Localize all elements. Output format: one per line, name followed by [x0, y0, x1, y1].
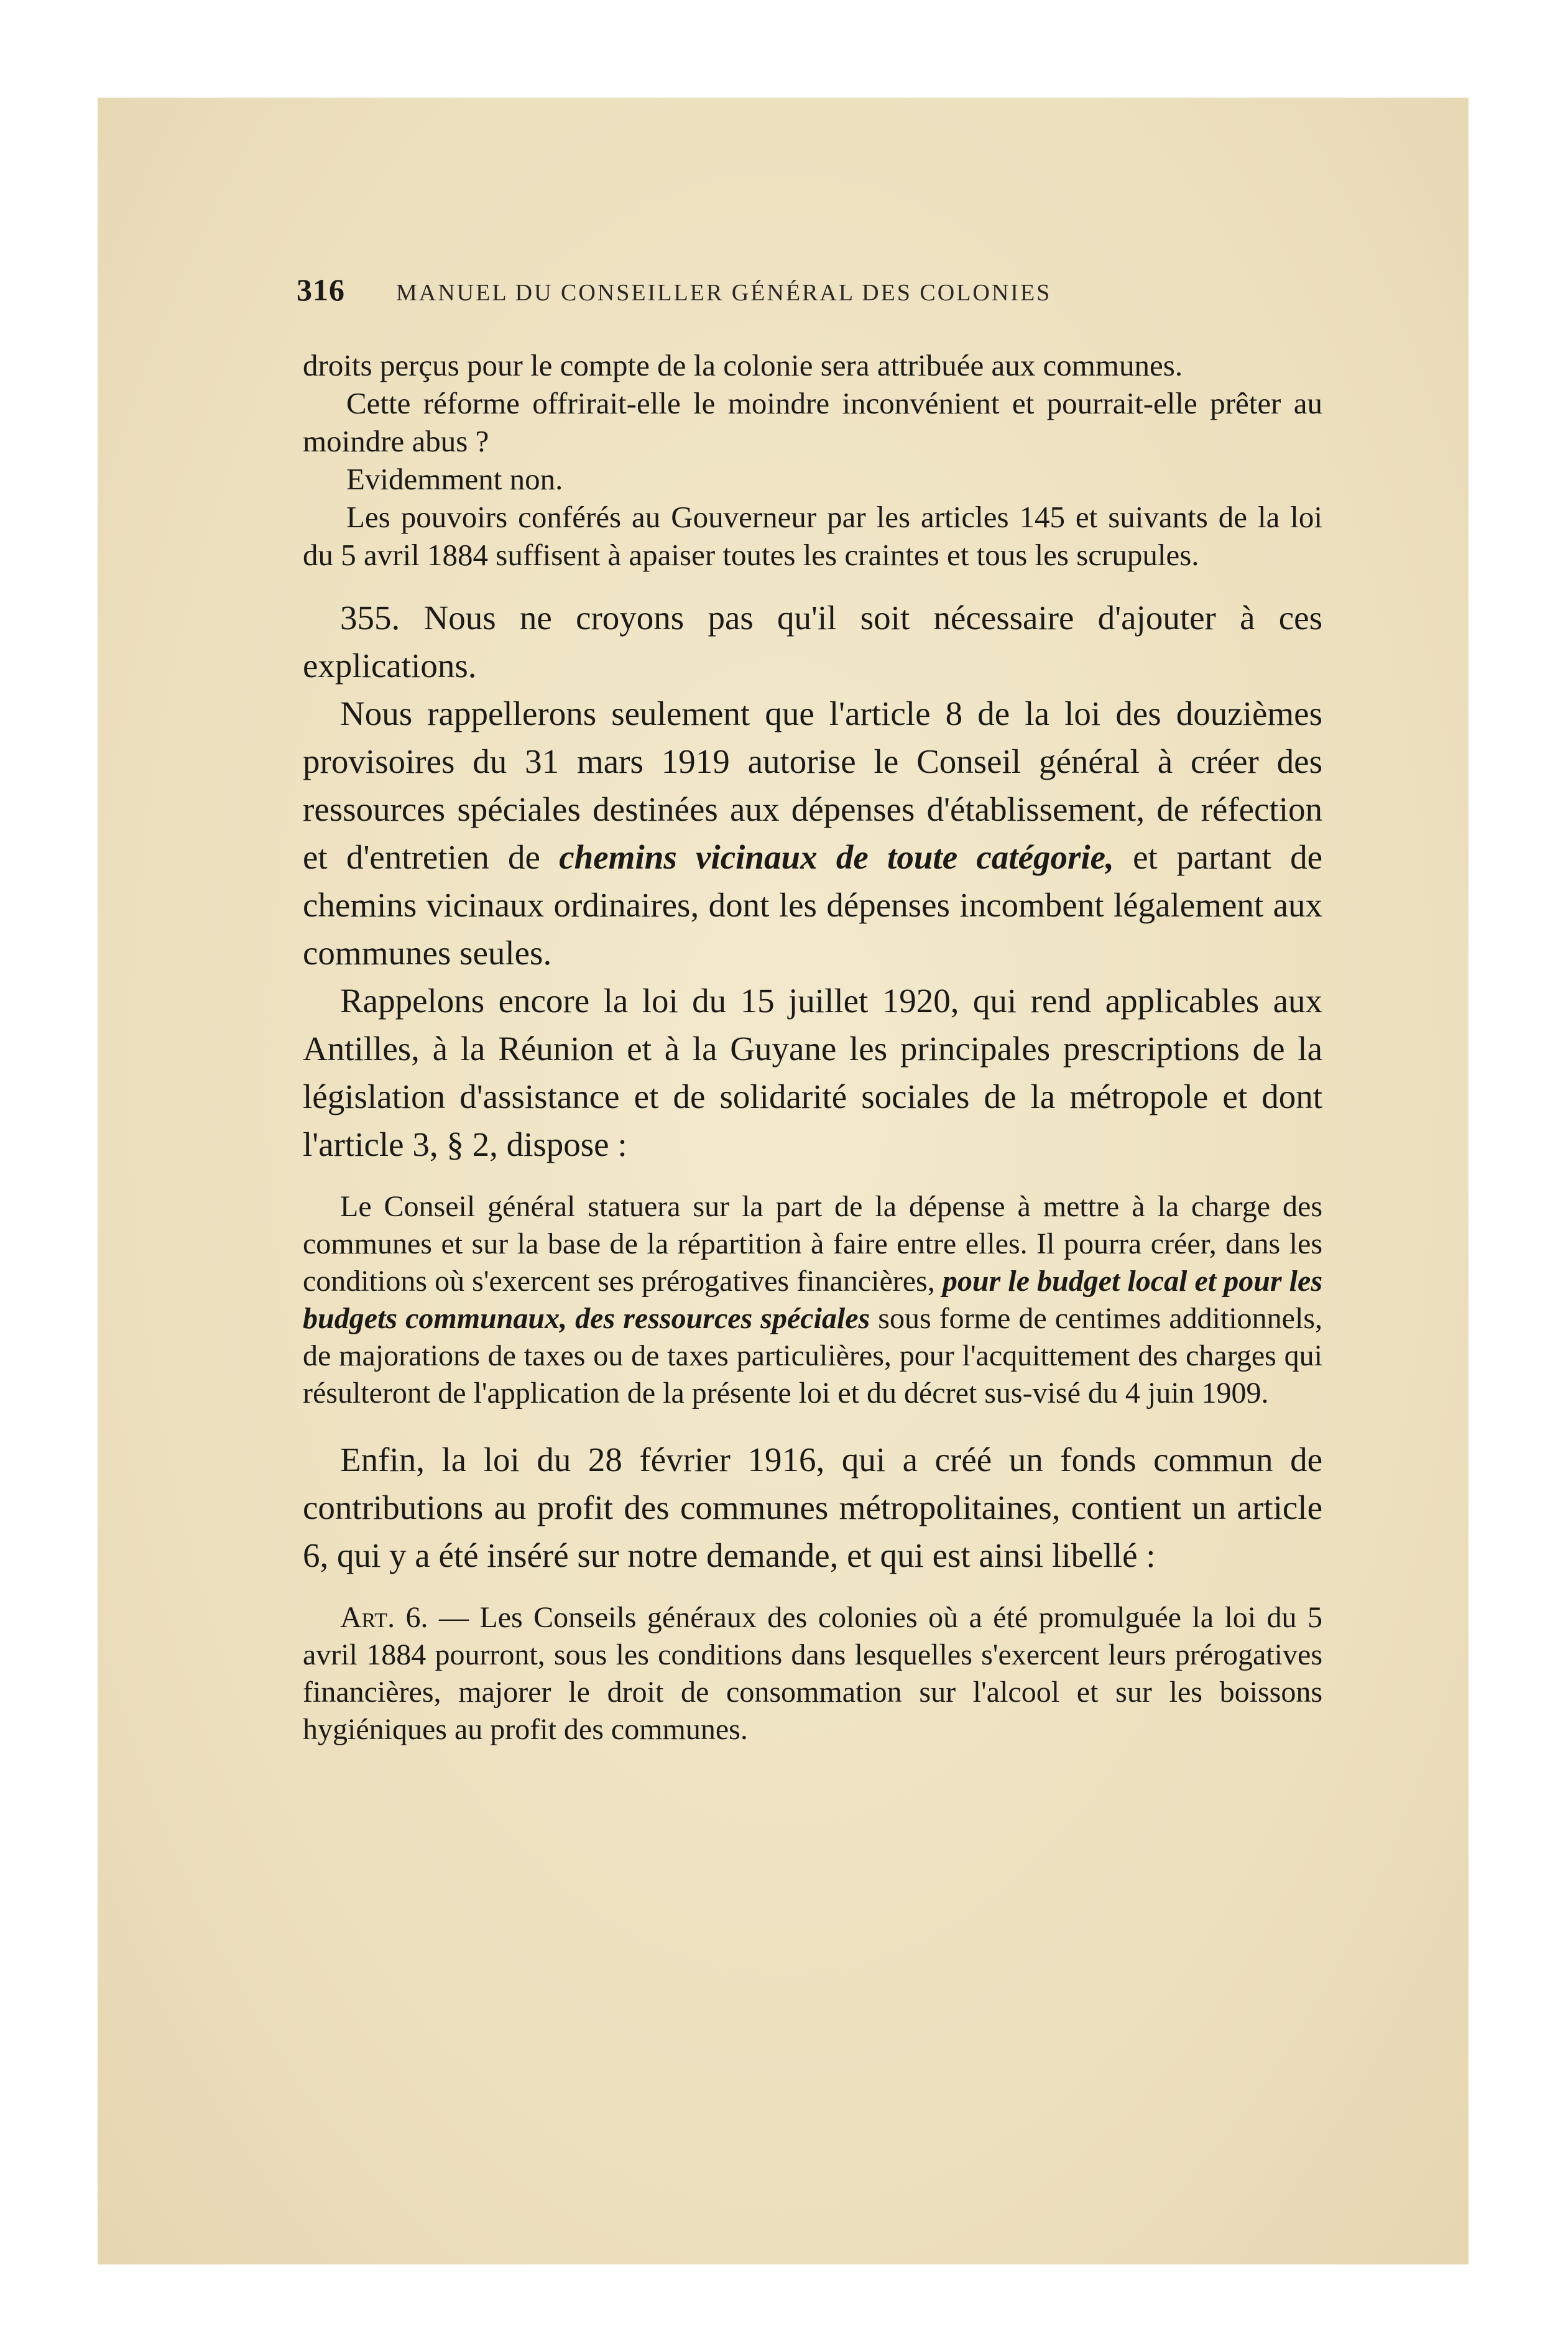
- page-number: 316: [297, 272, 345, 307]
- quote-article-3-text-a: Le Conseil général statuera sur la part de la dépense à mettre à la charge des communes et sur la base de la répartition à faire entre elles. Il pourra créer, dans les conditions où s'exercent ses prérogatives financières,: [303, 1190, 1322, 1298]
- quote-article-6-label: Art. 6.: [340, 1601, 428, 1634]
- paragraph-loi-1920: Rappelons encore la loi du 15 juillet 1920, qui rend applicables aux Antilles, à la Réunion et à la Guyane les principales prescriptions de la législation d'assistance et de solidarité sociales de la métropole et dont l'article 3, § 2, dispose :: [303, 982, 1322, 1163]
- paragraph-355: 355. Nous ne croyons pas qu'il soit nécessaire d'ajouter à ces explications.: [303, 599, 1322, 685]
- scanned-page: [98, 98, 1469, 2264]
- paragraph-article-8-text-a: Nous rappellerons seulement que l'article 8 de la loi des douzièmes provisoires du 31 mars 1919 autorise le Conseil général à créer des ressources spéciales destinées aux dépenses d'établissement, de réfection et d'entretien de: [303, 695, 1322, 876]
- paragraph-article-8-text-b: et partant de chemins vicinaux ordinaires, dont les dépenses incombent légalement aux communes seules.: [303, 838, 1323, 972]
- running-head: [297, 272, 1322, 308]
- paragraph-loi-1916: Enfin, la loi du 28 février 1916, qui a créé un fonds commun de contributions au profit des communes métropolitaines, contient un article 6, qui y a été inséré sur notre demande, et qui est ainsi libellé :: [303, 1441, 1322, 1574]
- page-body: [303, 346, 1322, 1748]
- quote-article-3: [303, 1188, 1322, 1412]
- page: [98, 98, 1469, 2264]
- paragraph-answer: Evidemment non.: [346, 462, 563, 496]
- paragraph-question: Cette réforme offrirait-elle le moindre inconvénient et pourrait-elle prêter au moindre abus ?: [303, 386, 1322, 458]
- paragraph-article-8-italic: chemins vicinaux de toute catégorie,: [559, 838, 1114, 876]
- paragraph-continuation: droits perçus pour le compte de la colonie sera attribuée aux communes.: [303, 348, 1183, 382]
- paragraph-powers: Les pouvoirs conférés au Gouverneur par les articles 145 et suivants de la loi du 5 avril 1884 suffisent à apaiser toutes les craintes et tous les scrupules.: [303, 500, 1322, 572]
- quote-article-6: [303, 1599, 1322, 1748]
- paragraph-article-8: [303, 690, 1322, 977]
- quote-article-6-text: — Les Conseils généraux des colonies où a été promulguée la loi du 5 avril 1884 pourront, sous les conditions dans lesquelles s'exercent leurs prérogatives financières, majorer le droit de consommation sur l'alcool et sur les boissons hygiéniques au profit des communes.: [303, 1601, 1322, 1746]
- quote-article-3-text-b: sous forme de centimes additionnels, de majorations de taxes ou de taxes particulières, pour l'acquittement des charges qui résulteront de l'application de la présente loi et du décret sus-visé du 4 juin 1909.: [303, 1302, 1323, 1410]
- quote-article-3-italic: pour le budget local et pour les budgets communaux, des ressources spéciales: [303, 1265, 1322, 1335]
- running-title: MANUEL DU CONSEILLER GÉNÉRAL DES COLONIES: [396, 280, 1052, 306]
